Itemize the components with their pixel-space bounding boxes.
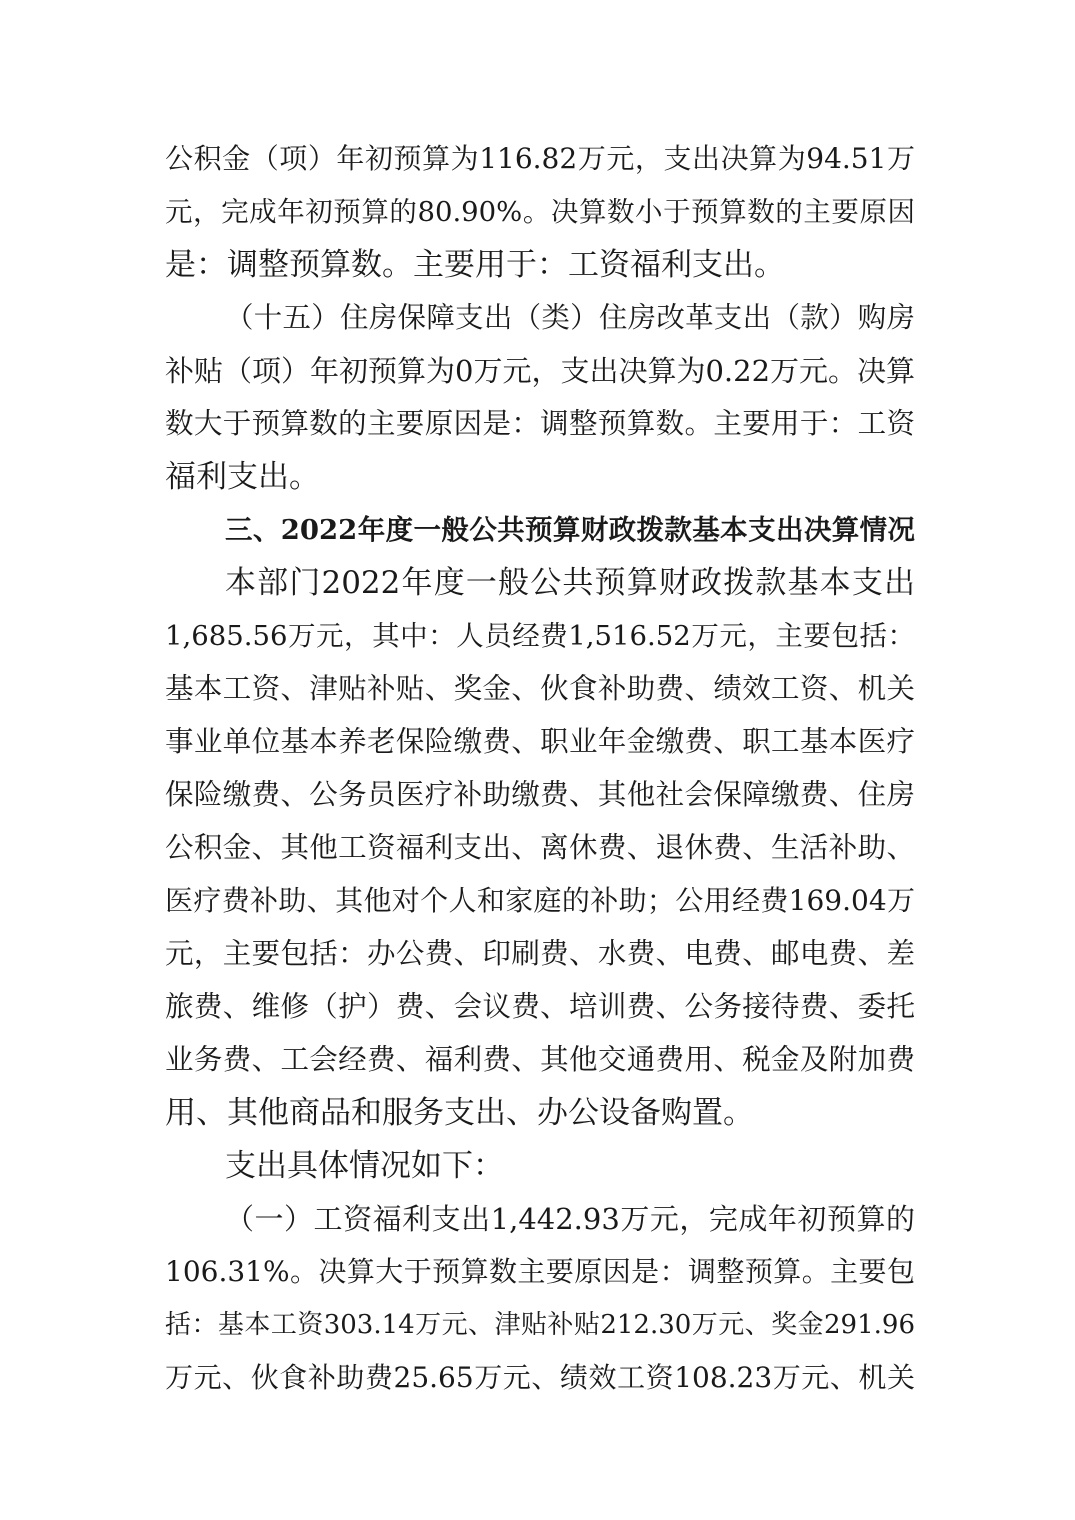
text-line: 基本工资、津贴补贴、奖金、伙食补助费、绩效工资、机关 (165, 672, 915, 705)
text-line: 业务费、工会经费、福利费、其他交通费用、税金及附加费 (165, 1043, 915, 1076)
text-line: 106.31%。决算大于预算数主要原因是：调整预算。主要包 (165, 1255, 915, 1288)
text-line: 事业单位基本养老保险缴费、职业年金缴费、职工基本医疗 (165, 725, 915, 758)
text-line: 元，完成年初预算的80.90%。决算数小于预算数的主要原因 (165, 196, 915, 228)
text-line: 1,685.56万元，其中：人员经费1,516.52万元，主要包括： (165, 620, 915, 652)
text-line: 公积金（项）年初预算为116.82万元，支出决算为94.51万 (165, 142, 915, 175)
text-line: 用、其他商品和服务支出、办公设备购置。 (165, 1095, 754, 1131)
text-line: 是：调整预算数。主要用于：工资福利支出。 (165, 247, 785, 283)
text-line: 万元、伙食补助费25.65万元、绩效工资108.23万元、机关 (165, 1361, 915, 1394)
text-line: 福利支出。 (165, 459, 320, 495)
text-line: 保险缴费、公务员医疗补助缴费、其他社会保障缴费、住房 (165, 778, 915, 811)
text-line: 补贴（项）年初预算为0万元，支出决算为0.22万元。决算 (165, 354, 916, 388)
text-line: 旅费、维修（护）费、会议费、培训费、公务接待费、委托 (165, 990, 915, 1023)
section-heading: 三、2022年度一般公共预算财政拨款基本支出决算情况 (225, 514, 915, 546)
text-line: 元，主要包括：办公费、印刷费、水费、电费、邮电费、差 (165, 937, 915, 970)
text-line: （十五）住房保障支出（类）住房改革支出（款）购房 (225, 301, 915, 334)
text-line: 数大于预算数的主要原因是：调整预算数。主要用于：工资 (165, 407, 915, 440)
text-line: 本部门2022年度一般公共预算财政拨款基本支出 (225, 565, 915, 601)
text-line: 支出具体情况如下： (225, 1148, 504, 1184)
text-line: 括：基本工资303.14万元、津贴补贴212.30万元、奖金291.96 (165, 1310, 915, 1340)
text-line: （一）工资福利支出1,442.93万元，完成年初预算的 (225, 1202, 915, 1236)
text-line: 公积金、其他工资福利支出、离休费、退休费、生活补助、 (165, 831, 915, 864)
text-line: 医疗费补助、其他对个人和家庭的补助；公用经费169.04万 (165, 884, 915, 917)
